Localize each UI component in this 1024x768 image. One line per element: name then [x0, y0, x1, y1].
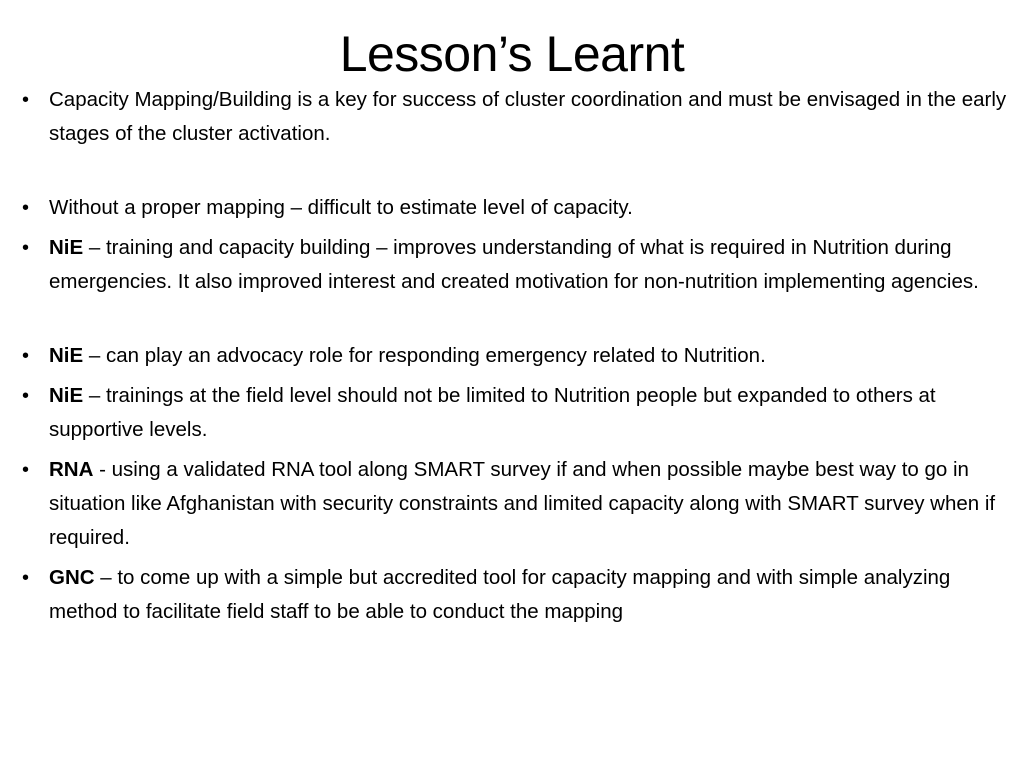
bullet-text: – trainings at the field level should not be limited to Nutrition people but expanded to others at supportive levels.	[49, 384, 936, 441]
bullet-text: – to come up with a simple but accredited tool for capacity mapping and with simple analyzing method to facilitate field staff to be able to conduct the mapping	[49, 566, 951, 623]
bullet-text: - using a validated RNA tool along SMART survey if and when possible maybe best way to go in situation like Afghanistan with security constraints and limited capacity along with SMART survey when if required.	[49, 458, 996, 549]
bullet-lead: NiE	[49, 236, 84, 259]
bullet-item	[22, 231, 1017, 299]
bullet-item	[22, 453, 1017, 555]
bullet-lead: GNC	[49, 566, 95, 589]
bullet-icon: •	[22, 567, 30, 589]
bullet-icon: •	[22, 89, 30, 111]
bullet-item	[22, 561, 1017, 629]
bullet-icon: •	[22, 197, 30, 219]
bullet-text: – training and capacity building – improves understanding of what is required in Nutrition during emergencies. It also improved interest and created motivation for non-nutrition implementing agencies.	[49, 236, 979, 293]
bullet-text: Capacity Mapping/Building is a key for success of cluster coordination and must be envisaged in the early stages of the cluster activation.	[49, 88, 1007, 145]
bullet-item	[22, 339, 1017, 373]
bullet-icon: •	[22, 385, 30, 407]
bullet-icon: •	[22, 345, 30, 367]
bullet-lead: NiE	[49, 384, 84, 407]
bullet-item	[22, 83, 1017, 151]
bullet-text: – can play an advocacy role for responding emergency related to Nutrition.	[83, 344, 766, 367]
slide-title: Lesson’s Learnt	[339, 26, 685, 82]
bullet-item	[22, 191, 1017, 225]
bullet-list	[22, 83, 1017, 635]
bullet-item	[22, 379, 1017, 447]
bullet-icon: •	[22, 459, 30, 481]
bullet-lead: RNA	[49, 458, 94, 481]
bullet-lead: NiE	[49, 344, 84, 367]
bullet-icon: •	[22, 237, 30, 259]
bullet-text: Without a proper mapping – difficult to estimate level of capacity.	[49, 196, 633, 219]
